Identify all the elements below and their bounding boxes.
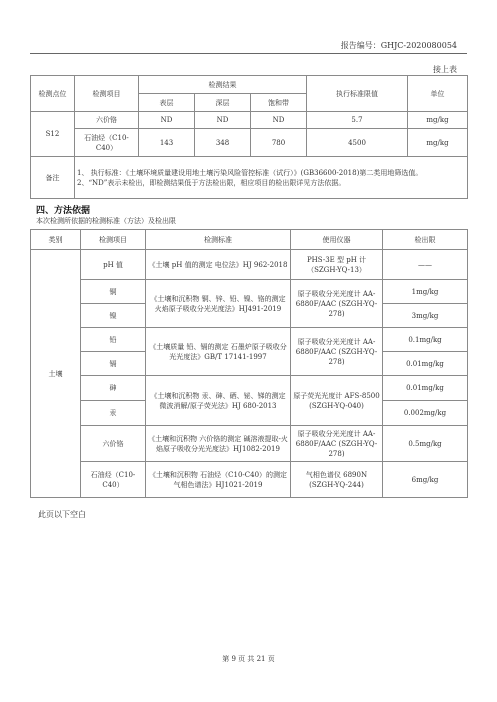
- th-point: 检测点位: [31, 76, 75, 112]
- limit-cell: 1mg/kg: [383, 280, 468, 304]
- item-cell: 镍: [81, 304, 146, 328]
- blank-note: 此页以下空白: [38, 510, 86, 519]
- limit-cell: ——: [383, 250, 468, 280]
- standard-cell: 《土壤质量 铅、镉的测定 石墨炉原子吸收分光光度法》GB/T 17141-1997: [146, 328, 291, 376]
- standard-cell: 《土壤和沉积物 汞、砷、硒、铋、锑的测定 微波消解/原子荧光法》HJ 680-2013: [146, 376, 291, 426]
- limit-cell: 0.002mg/kg: [383, 401, 468, 426]
- note-label: 备注: [31, 157, 75, 199]
- item-cell: 铜: [81, 280, 146, 304]
- th-deep: 深层: [195, 94, 251, 112]
- item-cell: 六价铬: [81, 426, 146, 462]
- value-cell: 348: [195, 129, 251, 157]
- limit-cell: 4500: [307, 129, 408, 157]
- th-standard: 检测标准: [146, 230, 291, 250]
- continued-label: 接上表: [433, 65, 457, 74]
- notes-row: [31, 157, 468, 199]
- table-row: [31, 462, 468, 498]
- header-divider: [30, 53, 467, 54]
- th-detection-limit: 检出限: [383, 230, 468, 250]
- th-instrument: 使用仪器: [291, 230, 383, 250]
- methods-table: [30, 229, 468, 498]
- table-row: [31, 328, 468, 352]
- limit-cell: 6mg/kg: [383, 462, 468, 498]
- item-cell: 石油烃（C10-C40）: [75, 129, 139, 157]
- limit-cell: 3mg/kg: [383, 304, 468, 328]
- standard-cell: 《土壤 pH 值的测定 电位法》HJ 962-2018: [146, 250, 291, 280]
- item-cell: 镉: [81, 352, 146, 376]
- page-footer: 第 9 页 共 21 页: [222, 655, 275, 663]
- note-content: [75, 157, 468, 199]
- item-cell: 石油烃（C10-C40）: [81, 462, 146, 498]
- limit-cell: 0.01mg/kg: [383, 352, 468, 376]
- section-subtitle: 本次检测所依据的检测标准（方法）及检出限: [36, 217, 176, 225]
- th-item: 检测项目: [75, 76, 139, 112]
- instrument-cell: 原子吸收分光光度计 AA-6880F/AAC (SZGH-YQ-278): [291, 280, 383, 328]
- report-number: 报告编号：GHJC-2020080054: [340, 41, 457, 50]
- th-limit: 执行标准限值: [307, 76, 408, 112]
- limit-cell: 0.01mg/kg: [383, 376, 468, 401]
- standard-cell: 《土壤和沉积物 石油烃（C10-C40）的测定气相色谱法》HJ1021-2019: [146, 462, 291, 498]
- value-cell: ND: [195, 112, 251, 129]
- table-row: [31, 112, 468, 129]
- th-unit: 单位: [408, 76, 468, 112]
- item-cell: 砷: [81, 376, 146, 401]
- table-row: [31, 426, 468, 462]
- standard-cell: 《土壤和沉积物 铜、锌、铅、镍、铬的测定 火焰原子吸收分光光度法》HJ491-2019: [146, 280, 291, 328]
- category-cell: 土壤: [31, 250, 81, 498]
- limit-cell: 0.5mg/kg: [383, 426, 468, 462]
- table-row: [31, 280, 468, 304]
- instrument-cell: PHS-3E 型 pH 计（SZGH-YQ-13）: [291, 250, 383, 280]
- table-row: [31, 250, 468, 280]
- value-cell: ND: [139, 112, 195, 129]
- th-saturated: 饱和带: [251, 94, 307, 112]
- limit-cell: 5.7: [307, 112, 408, 129]
- instrument-cell: 原子吸收分光光度计 AA-6880F/AAC (SZGH-YQ-278): [291, 328, 383, 376]
- th-item: 检测项目: [81, 230, 146, 250]
- value-cell: 143: [139, 129, 195, 157]
- item-cell: 六价铬: [75, 112, 139, 129]
- table-row: [31, 376, 468, 401]
- item-cell: 汞: [81, 401, 146, 426]
- item-cell: pH 值: [81, 250, 146, 280]
- instrument-cell: 原子荧光光度计 AFS-8500 (SZGH-YQ-040): [291, 376, 383, 426]
- th-category: 类别: [31, 230, 81, 250]
- instrument-cell: 气相色谱仪 6890N (SZGH-YQ-244): [291, 462, 383, 498]
- point-cell: S12: [31, 112, 75, 157]
- item-cell: 铅: [81, 328, 146, 352]
- note-1: 1、 执行标准：《土壤环境质量建设用地土壤污染风险管控标准（试行）》(GB36600-2018)第二类用地筛选值。: [77, 168, 423, 177]
- th-results: 检测结果: [139, 76, 307, 94]
- instrument-cell: 原子吸收分光光度计 AA-6880F/AAC (SZGH-YQ-278): [291, 426, 383, 462]
- section-title: 四、方法依据: [36, 206, 91, 216]
- limit-cell: 0.1mg/kg: [383, 328, 468, 352]
- standard-cell: 《土壤和沉积物 六价铬的测定 碱溶液提取-火焰原子吸收分光光度法》HJ1082-2019: [146, 426, 291, 462]
- note-2: 2、“ND”表示未检出，即检测结果低于方法检出限，相应项目的检出限详见方法依据。: [77, 178, 346, 187]
- value-cell: ND: [251, 112, 307, 129]
- results-table: [30, 75, 468, 199]
- th-surface: 表层: [139, 94, 195, 112]
- unit-cell: mg/kg: [408, 129, 468, 157]
- table-row: [31, 129, 468, 157]
- value-cell: 780: [251, 129, 307, 157]
- unit-cell: mg/kg: [408, 112, 468, 129]
